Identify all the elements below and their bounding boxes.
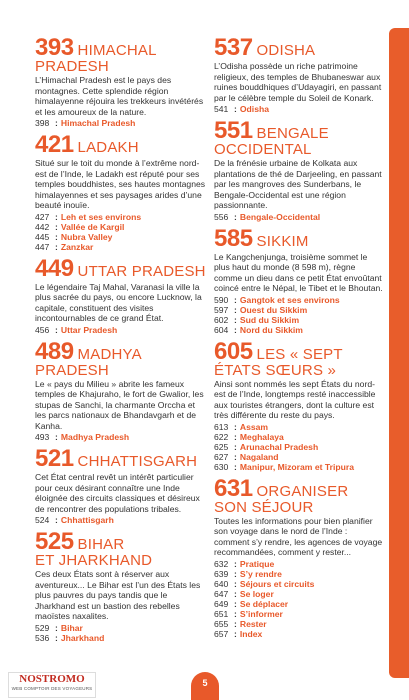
chapter-page-number: 489 — [35, 337, 74, 365]
chapter-description: L’Odisha possède un riche patrimoine religieux, des temples de Bhubaneswar aux ruines bouddhiques d’Udayagiri, en passant par le célèbre temple du Soleil de Konark. — [214, 61, 382, 103]
chapter-description: Toutes les informations pour bien planifier son voyage dans le nord de l’Inde : comment s’y rendre, les agences de voyage recommandées, comment y rester... — [214, 515, 383, 557]
reference-title: Zanzkar — [60, 241, 94, 252]
reference-title: Chhattisgarh — [60, 515, 114, 525]
reference-page: 556 — [214, 211, 229, 222]
reference-page: 625 — [214, 441, 229, 452]
reference-separator: : — [55, 324, 58, 335]
chapter-references — [214, 422, 384, 472]
reference-title: Vallée de Kargil — [60, 221, 125, 232]
chapter-section — [214, 337, 384, 472]
reference-separator: : — [234, 314, 237, 325]
reference-separator: : — [234, 461, 237, 472]
chapter-title: CHHATTISGARH — [77, 453, 198, 470]
chapter-section — [35, 337, 207, 443]
chapter-page-number: 421 — [35, 131, 74, 158]
reference-title: Himachal Pradesh — [60, 118, 136, 128]
chapter-references — [214, 104, 384, 114]
reference-separator: : — [234, 324, 237, 335]
reference-page: 640 — [214, 578, 229, 589]
reference-page: 590 — [214, 294, 229, 305]
chapter-description: De la frénésie urbaine de Kolkata aux plantations de thé de Darjeeling, en passant par les mangroves des Sunderbans, le Bengale-Occidental est une région passionnante. — [214, 158, 382, 210]
reference-separator: : — [234, 568, 237, 579]
chapter-title-line2: PRADESH — [35, 58, 109, 75]
reference-separator: : — [55, 622, 58, 633]
reference-item[interactable] — [214, 315, 384, 325]
chapter-references — [214, 212, 384, 222]
reference-page: 649 — [214, 598, 229, 609]
reference-item[interactable] — [214, 579, 384, 589]
reference-item[interactable] — [214, 559, 384, 569]
chapter-title: MADHYA — [77, 345, 142, 363]
chapter-heading — [214, 337, 384, 379]
reference-page: 613 — [214, 421, 229, 432]
chapter-description: Cet État central revêt un intérêt particulier pour ceux désirant connaître une Inde éloignée des circuits classiques et désireux de rencontrer des populations tribales. — [35, 472, 200, 514]
logo-subtitle: WEB COMPTOIR DES VOYAGEURS — [11, 686, 93, 691]
chapter-references — [214, 295, 384, 335]
reference-item[interactable] — [35, 623, 207, 633]
reference-page: 657 — [214, 628, 229, 639]
reference-item[interactable] — [35, 633, 207, 643]
reference-title: Uttar Pradesh — [60, 324, 118, 335]
chapter-page-number: 525 — [35, 528, 74, 555]
chapter-description: Le « pays du Milieu » abrite les fameux temples de Khajuraho, le fort de Gwalior, les stupas de Sanchi, la charmante Orccha et les parcs nationaux de Bhandavgarh et de Kanha. — [35, 378, 204, 431]
chapter-section — [35, 133, 207, 252]
chapter-heading — [35, 36, 207, 74]
chapter-title: BIHAR — [77, 536, 125, 553]
chapter-title-line2: ET JHARKHAND — [35, 552, 153, 569]
reference-title: Se déplacer — [239, 598, 289, 609]
reference-page: 627 — [214, 451, 229, 462]
reference-title: Bihar — [60, 622, 83, 633]
reference-title: Pratique — [239, 558, 275, 569]
chapter-title: LES « SEPT — [256, 345, 343, 363]
reference-title: Manipur, Mizoram et Tripura — [239, 461, 354, 472]
reference-title: Nord du Sikkim — [239, 324, 303, 335]
chapter-title-line2: PRADESH — [35, 361, 109, 379]
reference-page: 524 — [35, 515, 50, 525]
chapter-section — [214, 119, 384, 222]
chapter-references — [35, 325, 207, 335]
reference-title: Nubra Valley — [60, 231, 113, 242]
chapter-title: LADAKH — [77, 139, 139, 156]
reference-item[interactable] — [214, 325, 384, 335]
reference-title: Se loger — [239, 588, 274, 599]
reference-page: 639 — [214, 568, 229, 579]
chapter-title-line2: OCCIDENTAL — [214, 141, 312, 158]
chapter-heading — [35, 337, 207, 379]
reference-title: Jharkhand — [60, 632, 105, 643]
reference-title: Assam — [239, 421, 269, 432]
reference-item[interactable] — [35, 118, 207, 128]
reference-page: 604 — [214, 324, 229, 335]
reference-title: S’y rendre — [239, 568, 282, 579]
reference-separator: : — [234, 451, 237, 462]
reference-page: 647 — [214, 588, 229, 599]
chapter-title: BENGALE — [256, 125, 329, 142]
reference-title: Leh et ses environs — [60, 211, 142, 222]
reference-item[interactable] — [35, 515, 207, 525]
reference-page: 632 — [214, 558, 229, 569]
reference-page: 529 — [35, 622, 50, 633]
chapter-section — [35, 36, 207, 128]
chapter-page-number: 521 — [35, 445, 74, 472]
chapter-page-number: 585 — [214, 224, 253, 252]
chapter-heading — [35, 530, 207, 568]
reference-page: 447 — [35, 241, 50, 252]
reference-separator: : — [55, 515, 58, 525]
right-column — [214, 36, 384, 644]
reference-separator: : — [234, 588, 237, 599]
chapter-references — [35, 212, 207, 252]
reference-item[interactable] — [35, 242, 207, 252]
reference-item[interactable] — [214, 305, 384, 315]
reference-item[interactable] — [214, 212, 384, 222]
chapter-page-number: 393 — [35, 34, 74, 61]
reference-item[interactable] — [35, 222, 207, 232]
reference-page: 622 — [214, 431, 229, 442]
reference-item[interactable] — [35, 212, 207, 222]
reference-separator: : — [234, 441, 237, 452]
reference-separator: : — [55, 211, 58, 222]
reference-separator: : — [234, 628, 237, 639]
reference-title: Odisha — [239, 104, 270, 114]
reference-separator: : — [234, 618, 237, 629]
chapter-references — [214, 559, 384, 639]
reference-page: 445 — [35, 231, 50, 242]
reference-item[interactable] — [214, 442, 384, 452]
reference-page: 602 — [214, 314, 229, 325]
chapter-description: Ces deux États sont à réserver aux aventureux... Le Bihar est l’un des États les plus pauvres du pays tandis que le Jharkhand est un bastion des rebelles maoïstes naxalites. — [35, 569, 201, 621]
reference-title: Index — [239, 628, 263, 639]
left-column — [35, 36, 207, 648]
chapter-section — [35, 254, 207, 335]
chapter-heading — [35, 254, 207, 282]
nostromo-logo — [8, 672, 96, 698]
reference-separator: : — [234, 304, 237, 315]
chapter-heading — [214, 36, 384, 60]
chapter-heading — [214, 474, 384, 516]
reference-item[interactable] — [214, 629, 384, 639]
chapter-page-number: 449 — [35, 254, 74, 282]
reference-item[interactable] — [214, 432, 384, 442]
chapter-references — [35, 515, 207, 525]
reference-page: 536 — [35, 632, 50, 643]
reference-title: Madhya Pradesh — [60, 432, 130, 442]
reference-page: 541 — [214, 104, 229, 114]
reference-title: Ouest du Sikkim — [239, 304, 308, 315]
reference-title: Bengale-Occidental — [239, 211, 321, 222]
reference-separator: : — [55, 432, 58, 442]
chapter-references — [35, 432, 207, 442]
reference-item[interactable] — [214, 452, 384, 462]
chapter-title: ORGANISER — [256, 482, 349, 500]
chapter-section — [35, 530, 207, 643]
reference-item[interactable] — [214, 569, 384, 579]
chapter-references — [35, 118, 207, 128]
reference-separator: : — [55, 231, 58, 242]
chapter-heading — [35, 133, 207, 157]
side-tab — [389, 28, 409, 678]
reference-separator: : — [234, 558, 237, 569]
chapter-heading — [214, 119, 384, 157]
chapter-title-line2: SON SÉJOUR — [214, 498, 314, 516]
reference-page: 597 — [214, 304, 229, 315]
chapter-title: HIMACHAL — [77, 42, 157, 59]
reference-title: Nagaland — [239, 451, 279, 462]
reference-item[interactable] — [214, 599, 384, 609]
chapter-description: Le Kangchenjunga, troisième sommet le plus haut du monde (8 598 m), règne comme un dieu dans ce petit État envoûtant coincé entre le Népal, le Tibet et le Bhoutan. — [214, 251, 383, 293]
reference-page: 493 — [35, 432, 50, 442]
reference-separator: : — [234, 598, 237, 609]
reference-separator: : — [234, 608, 237, 619]
reference-item[interactable] — [35, 432, 207, 442]
chapter-heading — [35, 447, 207, 471]
chapter-title: ODISHA — [256, 42, 316, 59]
reference-page: 427 — [35, 211, 50, 222]
reference-page: 630 — [214, 461, 229, 472]
reference-item[interactable] — [214, 619, 384, 629]
reference-title: Sud du Sikkim — [239, 314, 300, 325]
reference-title: Gangtok et ses environs — [239, 294, 340, 305]
reference-item[interactable] — [214, 609, 384, 619]
reference-page: 655 — [214, 618, 229, 629]
chapter-section — [35, 447, 207, 525]
chapter-page-number: 551 — [214, 117, 253, 144]
reference-separator: : — [55, 118, 58, 128]
chapter-page-number: 631 — [214, 474, 253, 502]
reference-separator: : — [55, 241, 58, 252]
reference-page: 398 — [35, 118, 50, 128]
reference-item[interactable] — [214, 422, 384, 432]
reference-item[interactable] — [35, 232, 207, 242]
reference-separator: : — [55, 632, 58, 643]
chapter-title: UTTAR PRADESH — [77, 262, 206, 280]
reference-item[interactable] — [214, 589, 384, 599]
chapter-description: L’Himachal Pradesh est le pays des montagnes. Cette splendide région himalayenne réjouira les trekkeurs invétérés et les amoureux de la nature. — [35, 75, 204, 117]
reference-item[interactable] — [214, 462, 384, 472]
reference-item[interactable] — [214, 295, 384, 305]
chapter-page-number: 537 — [214, 34, 253, 61]
chapter-description: Situé sur le toit du monde à l’extrême nord-est de l’Inde, le Ladakh est réputé pour ses temples bouddhistes, ses hautes montagnes himalayennes et ses paysages arides d’une beauté inouïe. — [35, 158, 206, 210]
reference-title: Séjours et circuits — [239, 578, 315, 589]
reference-separator: : — [234, 578, 237, 589]
reference-title: Arunachal Pradesh — [239, 441, 319, 452]
reference-separator: : — [234, 421, 237, 432]
chapter-title: SIKKIM — [256, 232, 309, 250]
reference-title: S’informer — [239, 608, 283, 619]
chapter-title-line2: ÉTATS SŒURS » — [214, 361, 337, 379]
reference-separator: : — [55, 221, 58, 232]
logo-brand: NOSTROMO — [19, 673, 85, 685]
page-number: 5 — [202, 678, 208, 688]
reference-separator: : — [234, 211, 237, 222]
reference-page: 651 — [214, 608, 229, 619]
chapter-section — [214, 36, 384, 114]
chapter-page-number: 605 — [214, 337, 253, 365]
page-number-badge — [191, 672, 219, 700]
chapter-description: Ainsi sont nommés les sept États du nord-est de l’Inde, longtemps resté inaccessible aux touristes étrangers, dont la culture est très différente du reste du pays. — [214, 378, 376, 420]
reference-title: Meghalaya — [239, 431, 284, 442]
reference-item[interactable] — [214, 104, 384, 114]
reference-page: 442 — [35, 221, 50, 232]
chapter-heading — [214, 224, 384, 252]
chapter-references — [35, 623, 207, 643]
reference-page: 456 — [35, 324, 50, 335]
reference-separator: : — [234, 104, 237, 114]
chapter-section — [214, 224, 384, 335]
reference-item[interactable] — [35, 325, 207, 335]
chapter-description: Le légendaire Taj Mahal, Varanasi la ville la plus sacrée du pays, ou encore Lucknow, la capitale, constituent des visites incontournables de ce grand État. — [35, 281, 202, 323]
chapter-section — [214, 474, 384, 639]
reference-title: Rester — [239, 618, 267, 629]
reference-separator: : — [234, 431, 237, 442]
reference-separator: : — [234, 294, 237, 305]
